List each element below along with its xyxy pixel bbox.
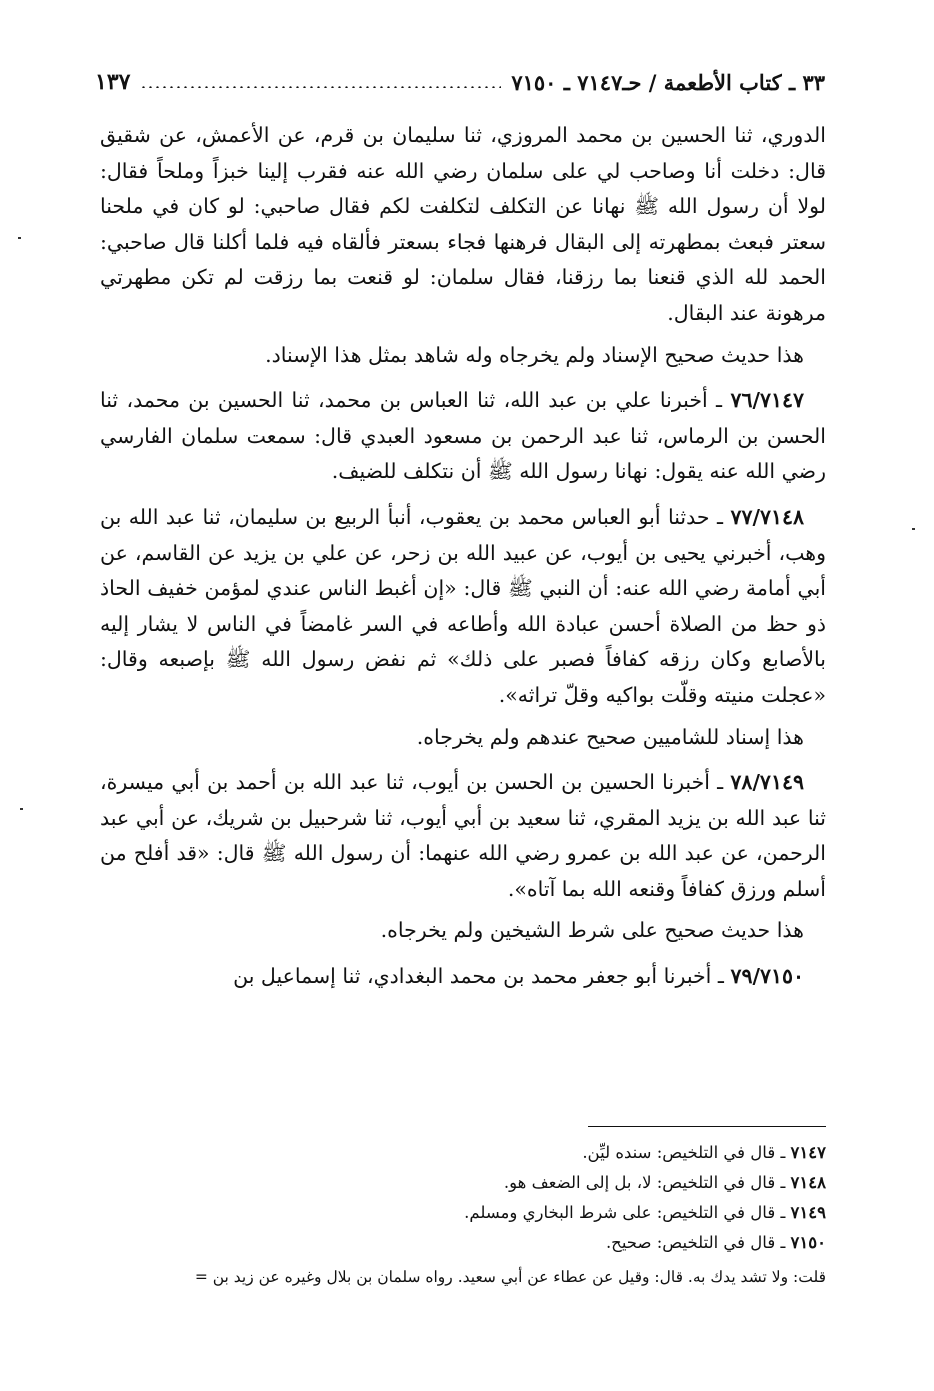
footnote-7149 [80,1198,826,1228]
page-number: ١٣٧ [95,69,131,95]
hadith-number-7148: ٧٧/٧١٤٨ [730,504,804,529]
hadith-text-7147: ـ أخبرنا علي بن عبد الله، ثنا العباس بن محمد، ثنا الحسين بن محمد، ثنا الحسن بن الرماس، ثنا عبد الرحمن بن مسعود العبدي قال: سمعت سلمان الفارسي رضي الله عنه يقول: نهانا رسول الله ﷺ أن نتكلف للضيف. [100,388,826,484]
footnotes [80,1138,826,1292]
hadith-text-7150: ـ أخبرنا أبو جعفر محمد بن محمد البغدادي، ثنا إسماعيل بن [233,964,724,989]
footnote-7147 [80,1138,826,1168]
footnote-number: ٧١٤٧ [790,1143,826,1162]
hadith-text-7148: ـ حدثنا أبو العباس محمد بن يعقوب، أنبأ الربيع بن سليمان، ثنا عبد الله بن وهب، أخبرني يحيى بن أيوب، عن عبيد الله بن زحر، عن علي بن يزيد عن القاسم، عن أبي أمامة رضي الله عنه: أن النبي ﷺ قال: «إن أغبط الناس عندي لمؤمن خفيف الحاذ ذو حظ من الصلاة أحسن عبادة الله وأطاعه في السر غامضاً في الناس لا يشار إليه بالأصابع وكان رزقه كفافاً فصبر على ذلك» ثم نفض رسول الله ﷺ بإصبعه وقال: «عجلت منيته وقلّت بواكيه وقلّ تراثه». [100,504,826,707]
scan-speck [18,237,21,239]
hadith-7150 [100,959,826,995]
hadith-text-7149: ـ أخبرنا الحسين بن الحسن بن أيوب، ثنا عبد الله بن أحمد بن أبي ميسرة، ثنا عبد الله بن يزيد المقري، ثنا سعيد بن أبي أيوب، ثنا شرحبيل بن شريك، عن أبي عبد الرحمن، عن عبد الله بن عمرو رضي الله عنهما: أن رسول الله ﷺ قال: «قد أفلح من أسلم ورزق كفافاً وقنعه الله بما آتاه». [100,770,826,901]
scan-speck [20,808,23,810]
hadith-7148 [100,500,826,714]
continued-paragraph: الدوري، ثنا الحسين بن محمد المروزي، ثنا سليمان بن قرم، عن الأعمش، عن شقيق قال: دخلت أنا وصاحب لي على سلمان رضي الله عنه فقرب إلينا خبزاً وملحاً فقال: لولا أن رسول الله ﷺ نهانا عن التكلف لتكلفت لكم فقال صاحبي: لو كان في ملحنا سعتر فبعث بمطهرته إلى البقال فرهنها فجاء بسعتر فألقاه فيه فلما أكلنا قال صاحبي: الحمد لله الذي قنعنا بما رزقنا، فقال سلمان: لو قنعت بما رزقت لم تكن مطهرتي مرهونة عند البقال. [100,123,826,325]
header-leader-dots [140,86,501,88]
running-header [95,62,825,102]
footnote-separator [588,1126,826,1127]
scan-speck [912,528,915,530]
footnote-text: ـ قال في التلخيص: صحيح. [605,1233,786,1252]
footnote-continuation: قلت: ولا تشد يدك به. قال: وقيل عن عطاء عن أبي سعيد. رواه سلمان بن بلال وغيره عن زيد بن = [194,1268,826,1286]
hadith-number-7150: ٧٩/٧١٥٠ [730,964,804,989]
verdict-7149: هذا حديث صحيح على شرط الشيخين ولم يخرجاه. [380,918,804,943]
header-title: ٣٣ ـ كتاب الأطعمة / حـ٧١٤٧ ـ ٧١٥٠ [511,69,825,95]
hadith-7149 [100,765,826,907]
main-text [100,118,826,995]
footnote-text: ـ قال في التلخيص: على شرط البخاري ومسلم. [464,1203,786,1222]
footnote-7150 [80,1228,826,1258]
hadith-number-7147: ٧٦/٧١٤٧ [730,388,804,413]
footnote-number: ٧١٤٩ [790,1203,826,1222]
footnote-text: ـ قال في التلخيص: سنده ليِّن. [582,1143,786,1162]
footnote-7148 [80,1168,826,1198]
hadith-number-7149: ٧٨/٧١٤٩ [730,770,804,795]
footnote-number: ٧١٤٨ [790,1173,826,1192]
verdict-7148: هذا إسناد للشاميين صحيح عندهم ولم يخرجاه. [416,724,804,749]
hadith-7147 [100,383,826,490]
footnote-number: ٧١٥٠ [790,1233,826,1252]
verdict-7146: هذا حديث صحيح الإسناد ولم يخرجاه وله شاهد بمثل هذا الإسناد. [265,342,804,367]
footnote-text: ـ قال في التلخيص: لا، بل إلى الضعف هو. [503,1173,786,1192]
